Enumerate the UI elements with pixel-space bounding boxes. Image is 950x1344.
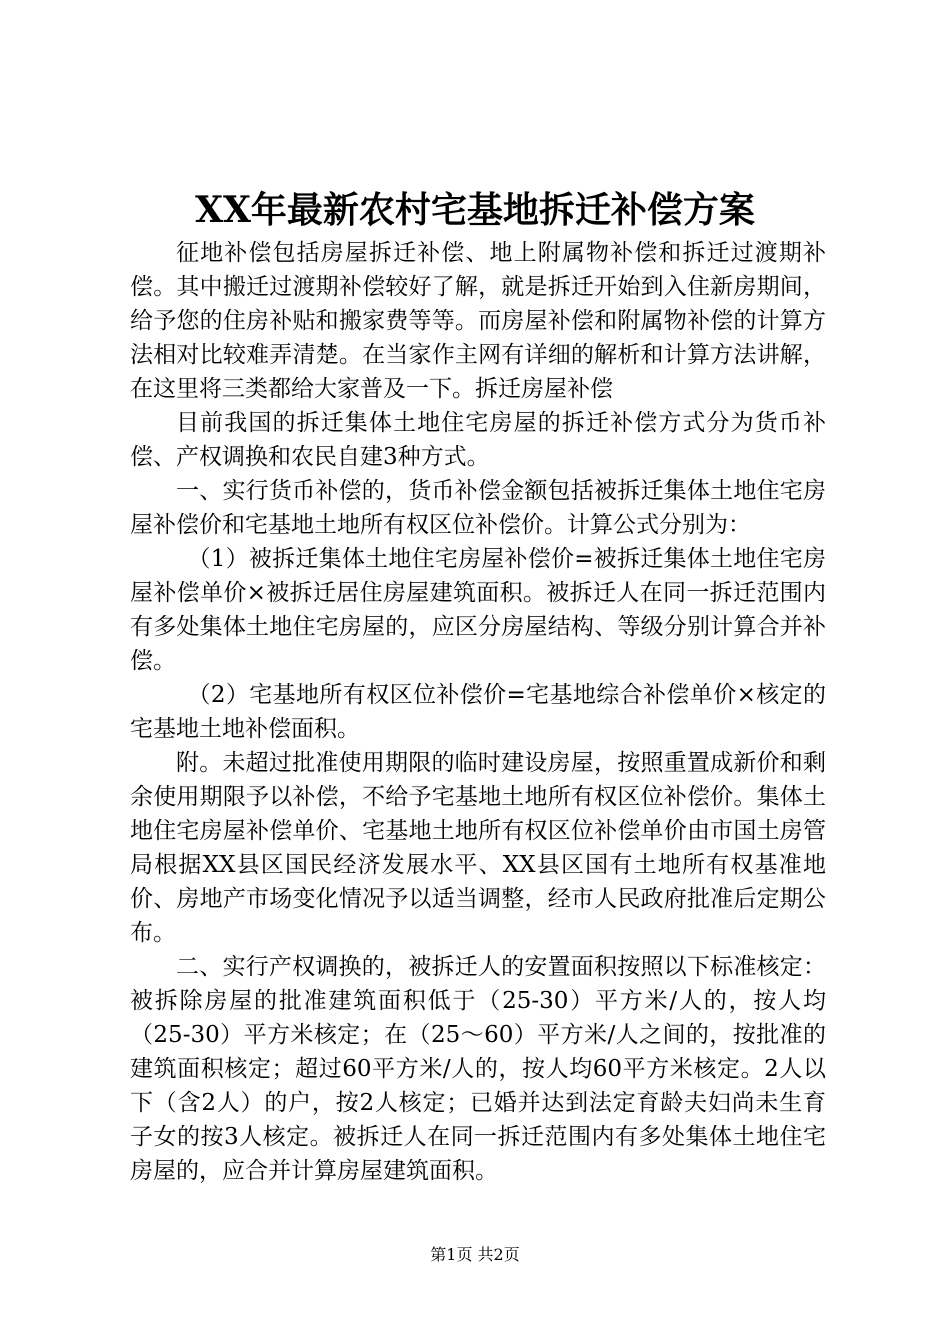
paragraph-monetary-compensation: 一、实行货币补偿的，货币补偿金额包括被拆迁集体土地住宅房屋补偿价和宅基地土地所有权区位补偿价。计算公式分别为： — [130, 478, 826, 538]
paragraph-formula-2: （2）宅基地所有权区位补偿价=宅基地综合补偿单价×核定的宅基地土地补偿面积。 — [130, 682, 826, 742]
paragraph-compensation-methods: 目前我国的拆迁集体土地住宅房屋的拆迁补偿方式分为货币补偿、产权调换和农民自建3种方式。 — [130, 410, 826, 470]
page-title: XX年最新农村宅基地拆迁补偿方案 — [195, 189, 755, 231]
page-indicator: 第1页 共2页 — [430, 1245, 520, 1264]
paragraph-property-exchange: 二、实行产权调换的，被拆迁人的安置面积按照以下标准核定：被拆除房屋的批准建筑面积低于（25-30）平方米/人的，按人均（25-30）平方米核定；在（25～60）平方米/人之间的，按批准的建筑面积核定；超过60平方米/人的，按人均60平方米核定。2人以下（含2人）的户，按2人核定；已婚并达到法定育龄夫妇尚未生育子女的按3人核定。被拆迁人在同一拆迁范围内有多处集体土地住宅房屋的，应合并计算房屋建筑面积。 — [130, 954, 826, 1184]
paragraph-formula-1: （1）被拆迁集体土地住宅房屋补偿价=被拆迁集体土地住宅房屋补偿单价×被拆迁居住房屋建筑面积。被拆迁人在同一拆迁范围内有多处集体土地住宅房屋的，应区分房屋结构、等级分别计算合并补偿。 — [130, 546, 826, 674]
paragraph-intro: 征地补偿包括房屋拆迁补偿、地上附属物补偿和拆迁过渡期补偿。其中搬迁过渡期补偿较好了解，就是拆迁开始到入住新房期间，给予您的住房补贴和搬家费等等。而房屋补偿和附属物补偿的计算方法相对比较难弄清楚。在当家作主网有详细的解析和计算方法讲解，在这里将三类都给大家普及一下。拆迁房屋补偿 — [130, 240, 826, 402]
paragraph-appendix: 附。未超过批准使用期限的临时建设房屋，按照重置成新价和剩余使用期限予以补偿，不给予宅基地土地所有权区位补偿价。集体土地住宅房屋补偿单价、宅基地土地所有权区位补偿单价由市国土房管局根据XX县区国民经济发展水平、XX县区国有土地所有权基准地价、房地产市场变化情况予以适当调整，经市人民政府批准后定期公布。 — [130, 750, 826, 946]
document-body — [130, 236, 826, 1188]
